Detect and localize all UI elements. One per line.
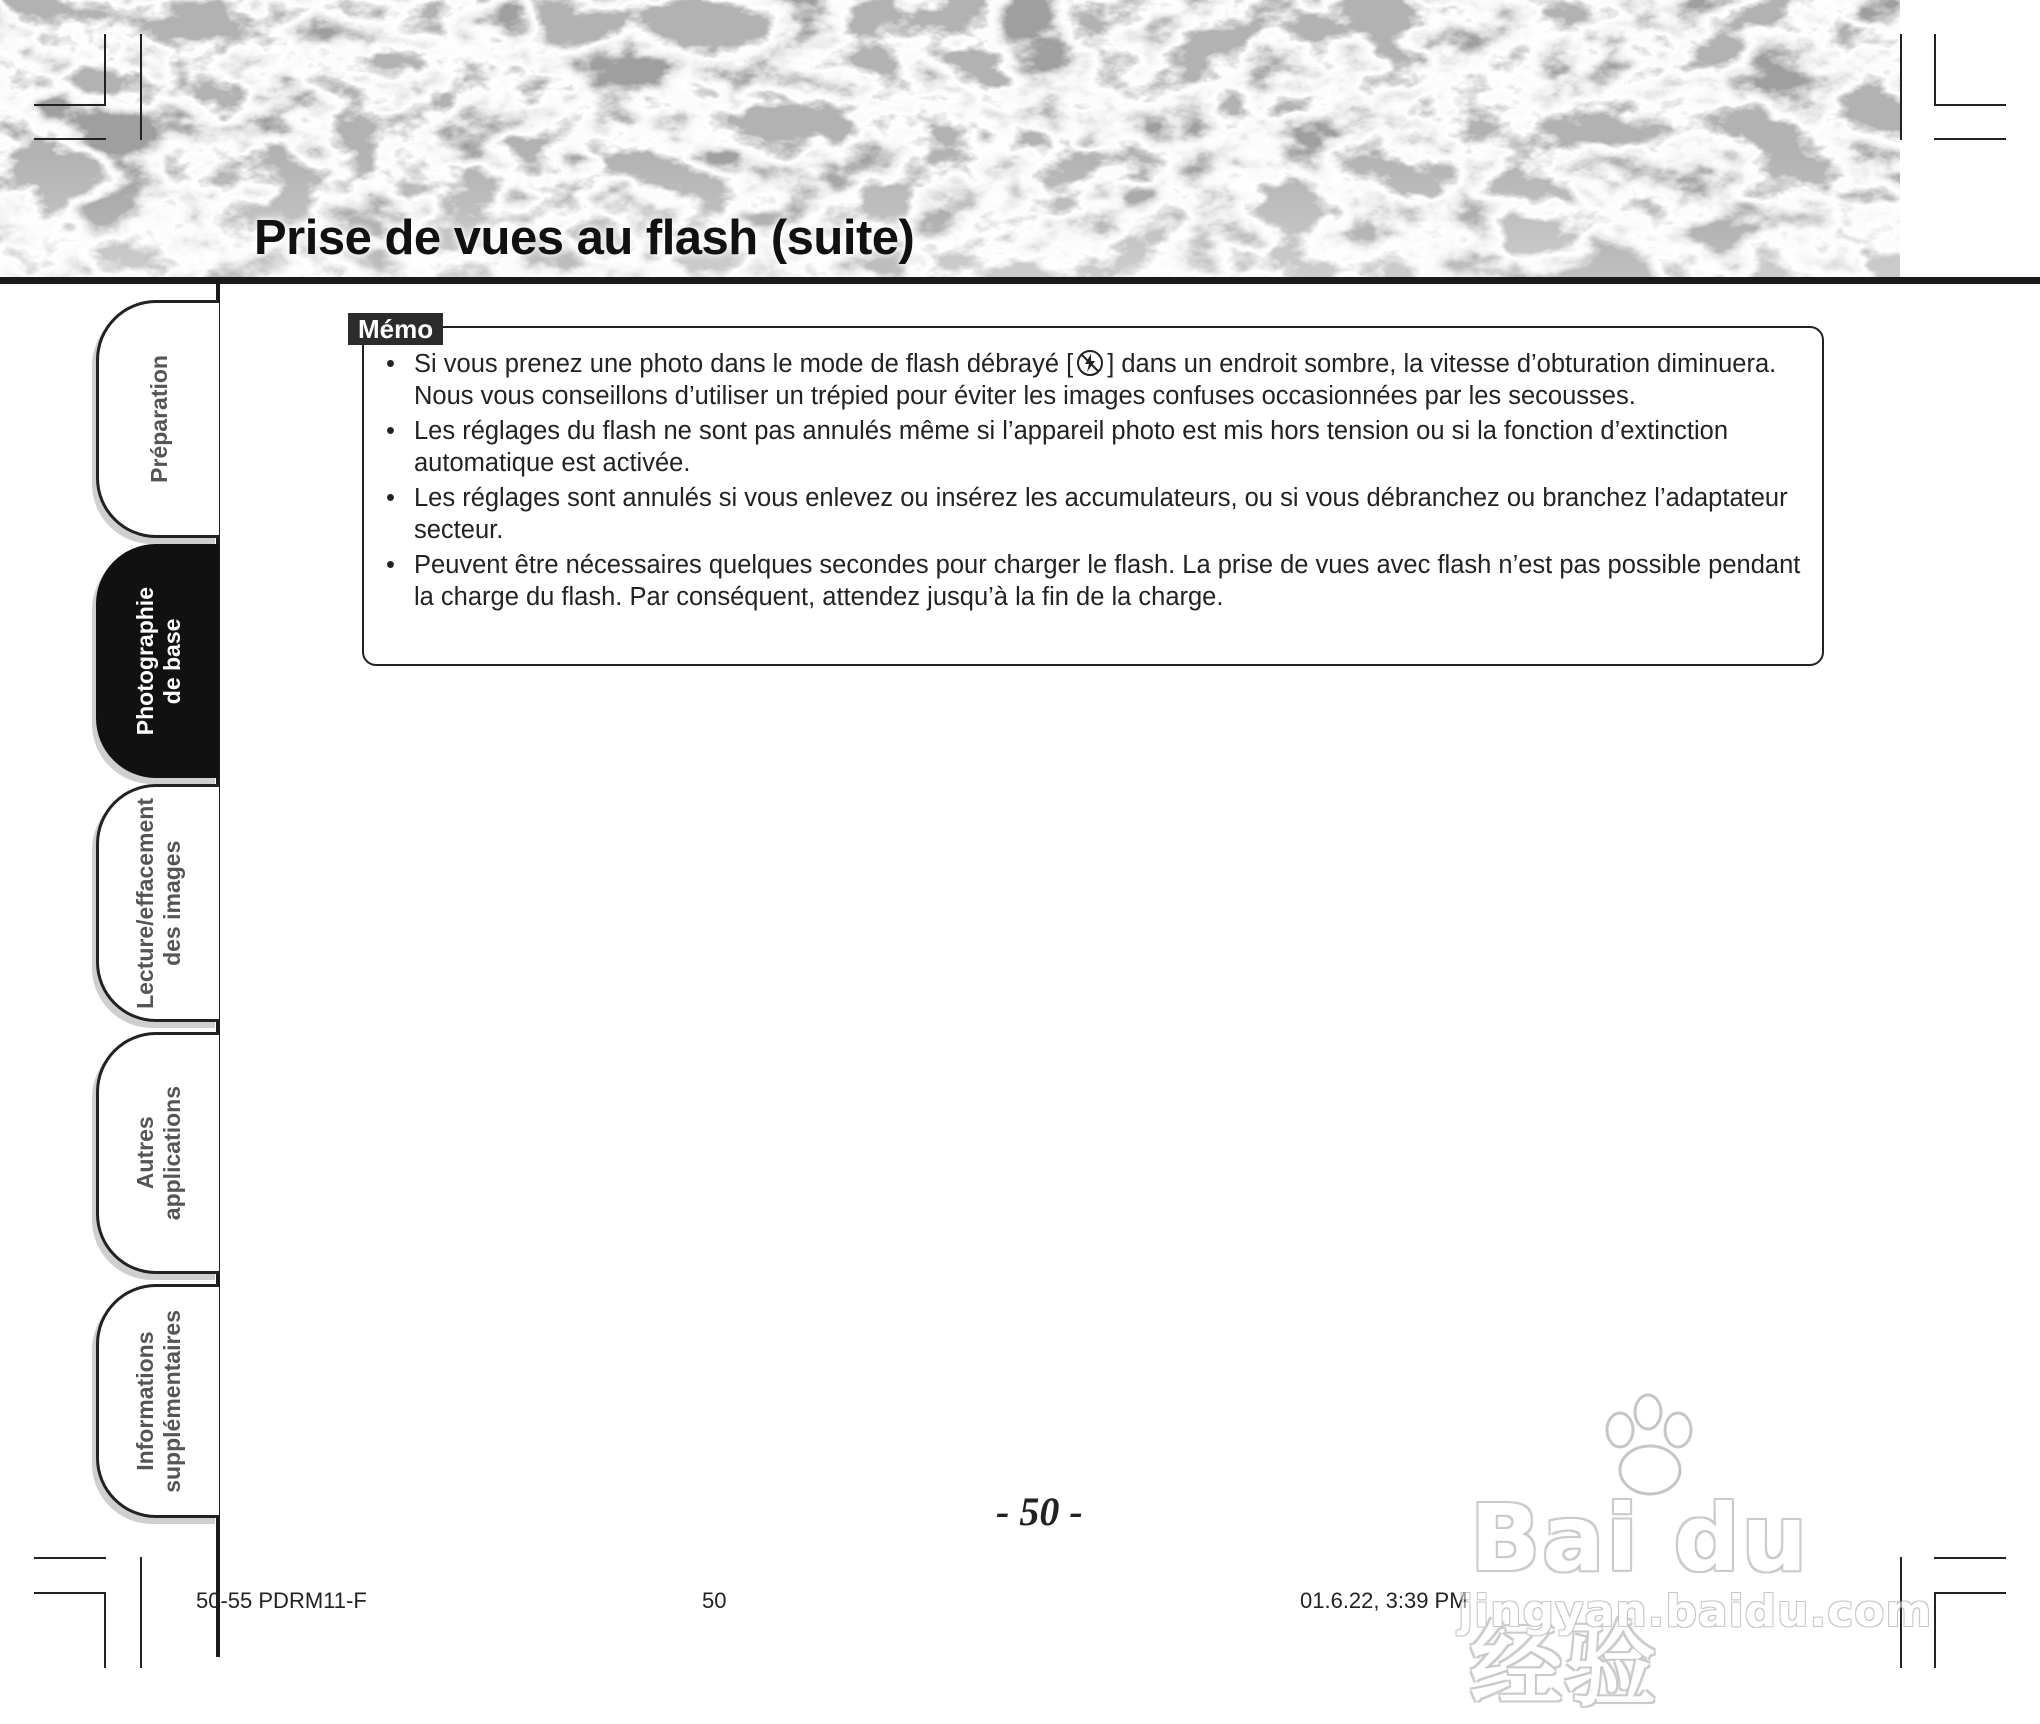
memo-text: Si vous prenez une photo dans le mode de flash débrayé [ [414, 350, 1074, 378]
footer-doc-id: 50-55 PDRM11-F [196, 1588, 367, 1613]
tab-label: Préparation [145, 355, 172, 483]
crop-mark [1934, 34, 1936, 106]
watermark-url: jingyan.baidu.com [1458, 1586, 1933, 1637]
crop-mark [140, 34, 142, 140]
footer-page: 50 [702, 1588, 727, 1613]
tab-preparation[interactable] [96, 300, 219, 538]
memo-item: • Les réglages sont annulés si vous enlevez ou insérez les accumulateurs, ou si vous débranchez ou branchez l’adaptateur secteur. [382, 482, 1802, 546]
crop-mark [1934, 1592, 2006, 1594]
page-number: - 50 - [996, 1489, 1083, 1534]
tab-label: Informations supplémentaires [132, 1309, 185, 1493]
tab-informations-supplementaires[interactable] [96, 1284, 219, 1518]
crop-mark [34, 104, 106, 106]
flash-off-icon [1076, 349, 1104, 377]
crop-mark [34, 138, 106, 140]
footer-timestamp: 01.6.22, 3:39 PM [1300, 1588, 1468, 1613]
tab-label: Photographie de base [132, 586, 185, 736]
tab-label: Autres applications [132, 1085, 185, 1221]
crop-mark [34, 1557, 106, 1559]
memo-item: • Peuvent être nécessaires quelques secondes pour charger le flash. La prise de vues avec flash n’est pas possible pendant la charge du flash. Par conséquent, attendez jusqu’à la fin de la charge. [382, 549, 1802, 613]
memo-list [382, 348, 1802, 616]
memo-item: • Les réglages du flash ne sont pas annulés même si l’appareil photo est mis hors tension ou si la fonction d’extinction automatique est activée. [382, 415, 1802, 479]
crop-mark [1934, 1557, 2006, 1559]
crop-mark [1934, 104, 2006, 106]
tab-autres-applications[interactable] [96, 1032, 219, 1274]
memo-text: ] dans un endroit sombre, la vitesse d’obturation diminuera. Nous vous conseillons d’utiliser un trépied pour éviter les images confuses occasionnées par les secousses. [414, 350, 1777, 410]
crop-mark [104, 1592, 106, 1668]
tab-photographie-de-base[interactable] [96, 544, 219, 778]
header-rule [0, 277, 2040, 284]
crop-mark [1934, 1592, 1936, 1668]
crop-mark [1934, 138, 2006, 140]
crop-mark [34, 1592, 106, 1594]
watermark [1440, 1390, 1933, 1719]
watermark-logo: Bai du 经验 [1470, 1485, 1810, 1719]
tab-lecture-effacement[interactable] [96, 784, 219, 1022]
tab-label: Lecture/effacement des images [132, 797, 185, 1009]
paw-icon [1590, 1390, 1710, 1500]
crop-mark [140, 1557, 142, 1668]
crop-mark [104, 34, 106, 106]
crop-mark [1900, 34, 1902, 140]
page-title: Prise de vues au flash (suite) [254, 211, 915, 265]
memo-tag: Mémo [348, 313, 443, 345]
memo-item [382, 348, 1802, 412]
